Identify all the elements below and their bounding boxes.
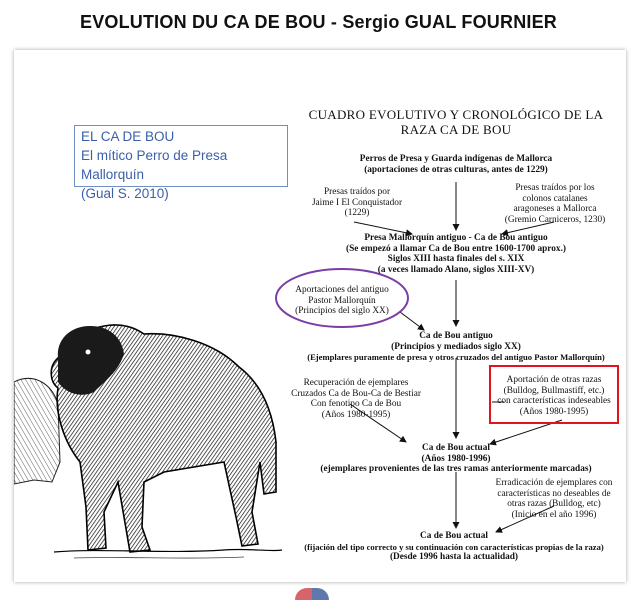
node-line: Presas traídos por [323, 187, 391, 197]
node-line: (a veces llamado Alano, siglos XIII-XV) [377, 264, 535, 275]
node-line: aragoneses a Mallorca [513, 204, 597, 214]
node-line: Jaime I El Conquistador [311, 197, 403, 208]
node-recuperacion [286, 378, 426, 420]
node-line: Con fenotipo Ca de Bou [310, 399, 402, 409]
node-line: Presa Mallorquín antiguo - Ca de Bou antiguo [364, 233, 548, 243]
node-line: (aportaciones de otras culturas, antes de 1229) [364, 164, 548, 175]
node-line: Erradicación de ejemplares con [495, 478, 613, 488]
logo-mark [295, 588, 329, 600]
node-line: Ca de Bou antiguo [419, 331, 493, 341]
node-line: Cruzados Ca de Bou-Ca de Bestiar [291, 388, 421, 399]
node-line: (1229) [344, 208, 370, 218]
node-line: (Años 1980-1996) [421, 453, 491, 464]
node-line: (Principios del siglo XX) [295, 306, 389, 316]
node-jaime [292, 187, 422, 219]
node-line: (Bulldog, Bullmastiff, etc.) [503, 385, 605, 396]
node-ca-de-bou-antiguo [296, 331, 616, 363]
node-line: Aportaciones del antiguo [295, 285, 389, 295]
node-presa-antiguo [326, 233, 586, 275]
page-title: EVOLUTION DU CA DE BOU - Sergio GUAL FOURNIER [79, 12, 558, 32]
node-line: (Años 1980-1995) [519, 406, 589, 417]
chart-title [276, 108, 636, 137]
node-line: (Desde 1996 hasta la actualidad) [389, 552, 519, 562]
node-line: Perros de Presa y Guarda indígenas de Mallorca [359, 154, 553, 164]
info-box-citation: (Gual S. 2010) [81, 186, 169, 201]
info-box-subtitle: El mítico Perro de Presa Mallorquín [81, 148, 228, 182]
node-line: características no deseables de [497, 488, 611, 499]
node-ca-de-bou-actual-2 [286, 531, 622, 563]
node-line: (Inicio en el año 1996) [511, 509, 597, 520]
info-box-title: EL CA DE BOU [81, 129, 175, 144]
node-line: Aportación de otras razas [506, 375, 602, 385]
node-line: otras razas (Bulldog, etc) [507, 499, 601, 509]
node-line: (Principios y mediados siglo XX) [391, 341, 521, 352]
node-line: Ca de Bou actual [420, 531, 488, 541]
node-pastor [282, 285, 402, 317]
node-origin [326, 154, 586, 175]
node-line: (Gremio Carniceros, 1230) [504, 214, 606, 225]
node-line: (Años 1980-1995) [321, 409, 391, 420]
node-ca-de-bou-actual-1 [296, 443, 616, 475]
node-line: Siglos XIII hasta finales del s. XIX [387, 254, 525, 264]
node-erradicacion [488, 478, 620, 520]
node-line: Recuperación de ejemplares [303, 378, 409, 388]
node-otras-razas [492, 375, 616, 417]
slide-card [14, 50, 626, 582]
node-catalans [494, 183, 616, 225]
node-line: (Ejemplares puramente de presa y otros cruzados del antiguo Pastor Mallorquín) [307, 352, 605, 362]
node-line: colonos catalanes [522, 193, 588, 204]
chart-title-line: CUADRO EVOLUTIVO Y CRONOLÓGICO DE LA [308, 107, 604, 122]
chart-title-line: RAZA CA DE BOU [400, 121, 512, 137]
node-line: Presas traídos por los [515, 183, 595, 193]
node-line: (fijación del tipo correcto y su continuación con características propias de la raza) [304, 541, 604, 552]
node-line: (ejemplares provenientes de las tres ramas anteriormente marcadas) [320, 464, 592, 474]
node-line: (Se empezó a llamar Ca de Bou entre 1600-1700 aprox.) [345, 243, 566, 254]
node-line: Ca de Bou actual [422, 443, 490, 453]
node-line: Pastor Mallorquín [308, 295, 376, 306]
node-line: con características indeseables [497, 396, 611, 406]
